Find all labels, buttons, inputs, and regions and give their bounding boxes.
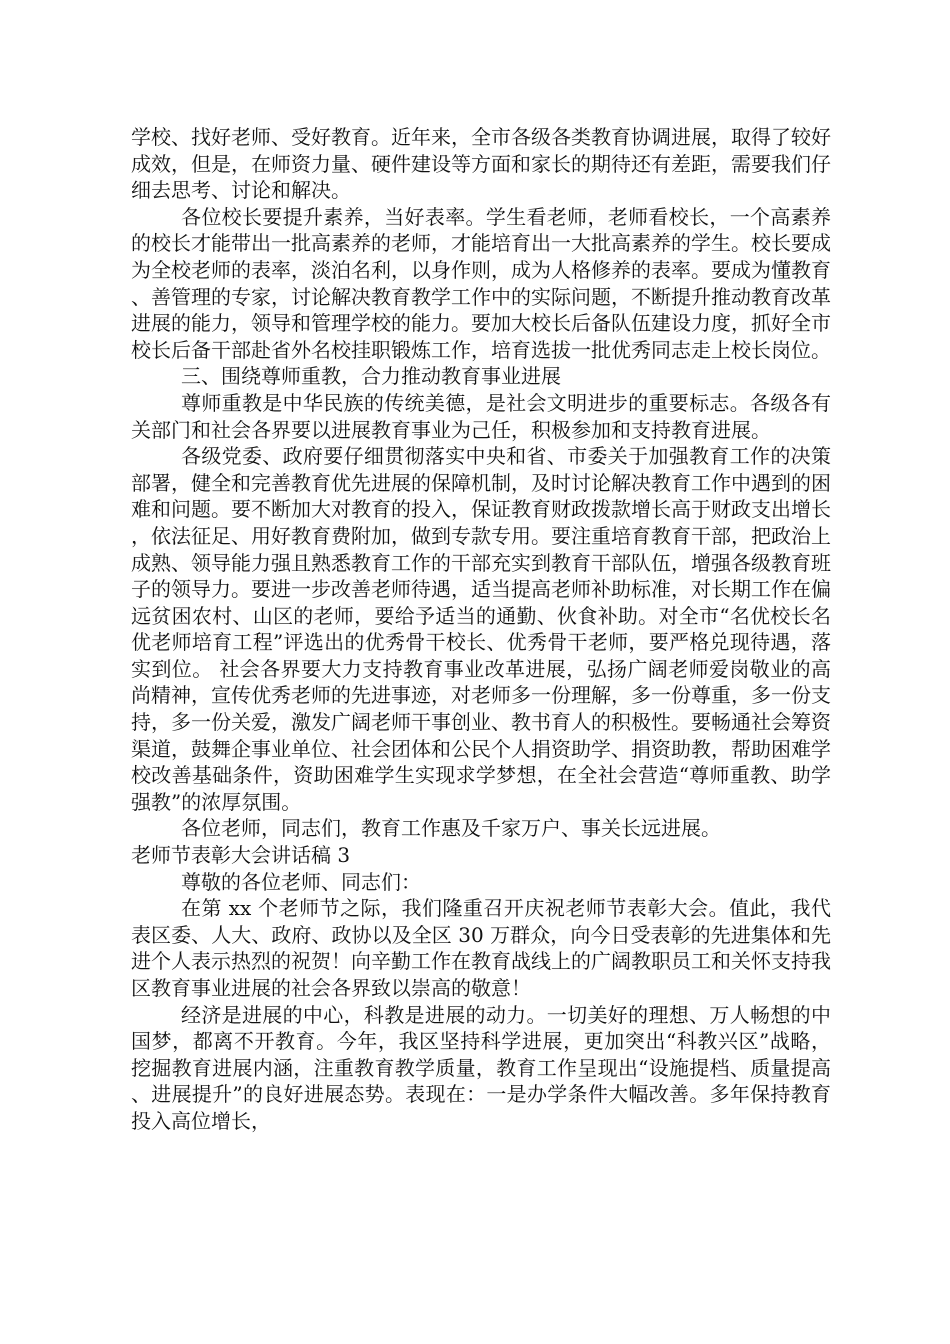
section-heading-three: 三、围绕尊师重教，合力推动教育事业进展 <box>181 364 561 389</box>
paragraph-closing: 各位老师，同志们，教育工作惠及千家万户、事关长远进展。 <box>181 816 721 841</box>
document-body <box>131 124 831 1135</box>
paragraph-continuation: 学校、找好老师、受好教育。近年来，全市各级各类教育协调进展，取得了较好成效，但是，在师资力量、硬件建设等方面和家长的期待还有差距，需要我们仔细去思考、讨论和解决。 <box>131 125 831 203</box>
salutation: 尊敬的各位老师、同志们： <box>181 869 421 894</box>
paragraph-opening: 在第 xx 个老师节之际，我们隆重召开庆祝老师节表彰大会。值此，我代表区委、人大、政府、政协以及全区 30 万群众，向今日受表彰的先进集体和先进个人表示热烈的祝贺！向辛勤工作在教育战线上的广阔教职员工和关怀支持我区教育事业进展的社会各界致以崇高的敬意！ <box>131 896 831 1000</box>
speech-title: 老师节表彰大会讲话稿 3 <box>131 843 351 868</box>
paragraph-party-government: 各级党委、政府要仔细贯彻落实中央和省、市委关于加强教育工作的决策部署，健全和完善教育优先进展的保障机制，及时讨论解决教育工作中遇到的困难和问题。要不断加大对教育的投入，保证教育财政拨款增长高于财政支出增长，依法征足、用好教育费附加，做到专款专用。要注重培育教育干部，把政治上成熟、领导能力强且熟悉教育工作的干部充实到教育干部队伍，增强各级教育班子的领导力。要进一步改善老师待遇，适当提高老师补助标准，对长期工作在偏远贫困农村、山区的老师，要给予适当的通勤、伙食补助。对全市“名优校长名优老师培育工程”评选出的优秀骨干校长、优秀骨干老师，要严格兑现待遇，落实到位。 社会各界要大力支持教育事业改革进展，弘扬广阔老师爱岗敬业的高尚精神，宣传优秀老师的先进事迹，对老师多一份理解，多一份尊重，多一份支持，多一份关爱，激发广阔老师干事创业、教书育人的积极性。要畅通社会筹资渠道，鼓舞企事业单位、社会团体和公民个人捐资助学、捐资助教，帮助困难学校改善基础条件，资助困难学生实现求学梦想，在全社会营造“尊师重教、助学强教”的浓厚氛围。 <box>131 444 831 814</box>
paragraph-principals: 各位校长要提升素养，当好表率。学生看老师，老师看校长，一个高素养的校长才能带出一批高素养的老师，才能培育出一大批高素养的学生。校长要成为全校老师的表率，淡泊名利，以身作则，成为人格修养的表率。要成为懂教育、善管理的专家，讨论解决教育教学工作中的实际问题，不断提升推动教育改革进展的能力，领导和管理学校的能力。要加大校长后备队伍建设力度，抓好全市校长后备干部赴省外名校挂职锻炼工作，培育选拔一批优秀同志走上校长岗位。 <box>131 204 831 362</box>
paragraph-respect-teachers: 尊师重教是中华民族的传统美德，是社会文明进步的重要标志。各级各有关部门和社会各界要以进展教育事业为己任，积极参加和支持教育进展。 <box>131 390 831 442</box>
paragraph-economy-education: 经济是进展的中心，科教是进展的动力。一切美好的理想、万人畅想的中国梦，都离不开教育。今年，我区坚持科学进展，更加突出“科教兴区”战略，挖掘教育进展内涵，注重教育教学质量，教育工作呈现出“设施提档、质量提高、进展提升”的良好进展态势。表现在：一是办学条件大幅改善。多年保持教育投入高位增长， <box>131 1002 831 1133</box>
